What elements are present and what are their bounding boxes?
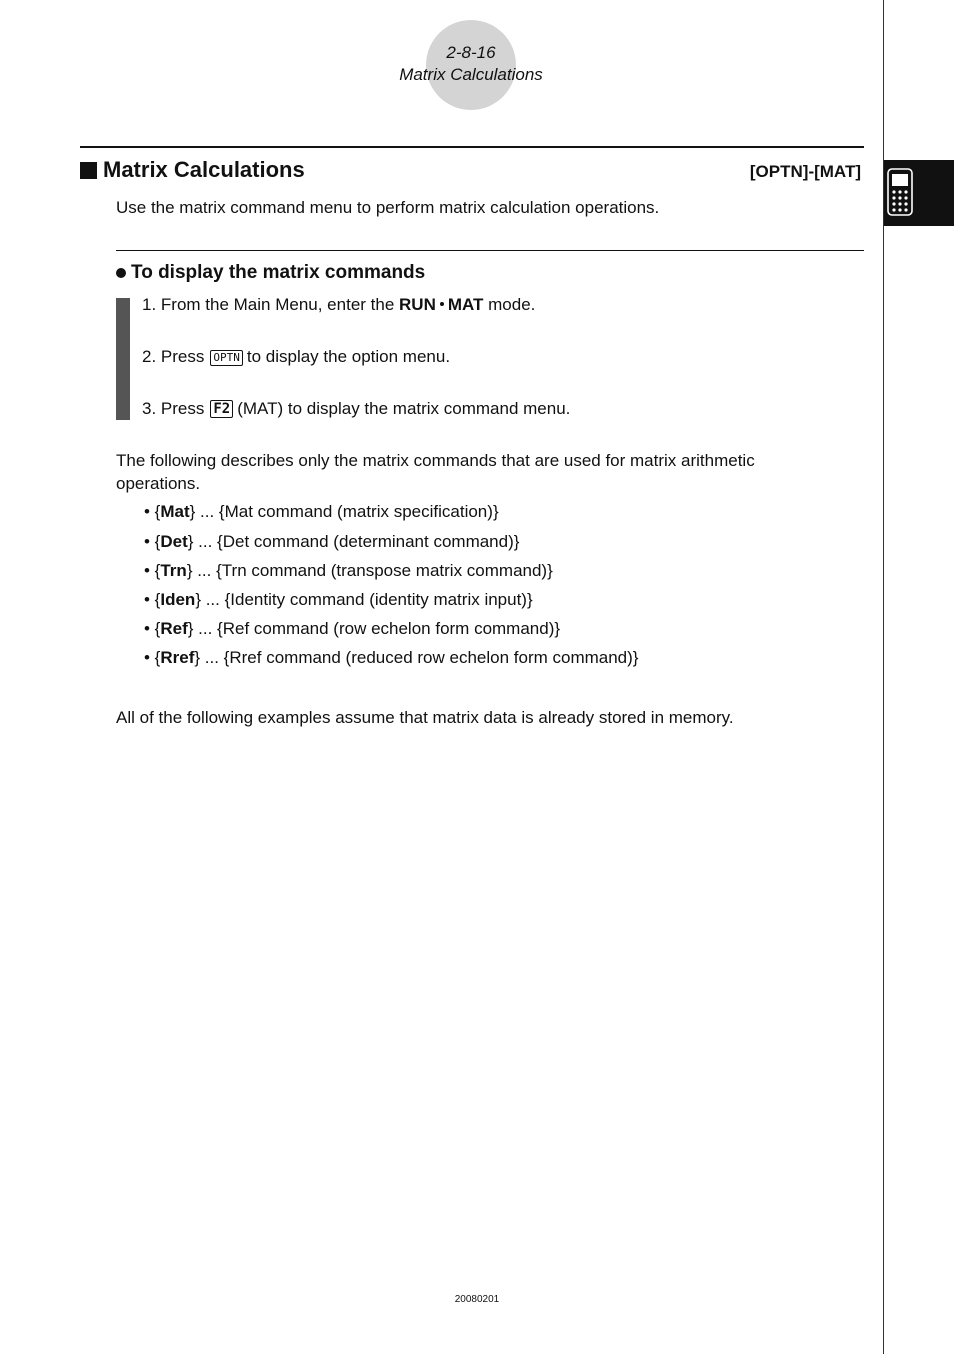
subsection-title-text: To display the matrix commands xyxy=(131,262,426,283)
command-description: Trn command (transpose matrix command) xyxy=(221,561,548,580)
dot-bullet-icon xyxy=(116,268,126,278)
steps-bar xyxy=(116,298,130,420)
menu-path xyxy=(750,162,861,182)
menu-key-mat: [MAT] xyxy=(814,162,861,181)
command-description: Rref command (reduced row echelon form command) xyxy=(229,648,633,667)
command-description: Ref command (row echelon form command) xyxy=(222,619,555,638)
menu-key-optn: [OPTN] xyxy=(749,162,809,181)
description-text: The following describes only the matrix commands that are used for matrix arithmetic operations. xyxy=(116,451,755,493)
command-name: Trn xyxy=(160,561,187,580)
section-title xyxy=(80,157,305,183)
command-item: • {Det} ... {Det command (determinant command)} xyxy=(144,532,520,551)
step-1-text: 1. From the Main Menu, enter the xyxy=(142,295,400,314)
step-2-end: to display the option menu. xyxy=(246,347,451,366)
calculator-icon xyxy=(887,168,913,216)
command-description: Det command (determinant command) xyxy=(222,532,514,551)
optn-key-icon: OPTN xyxy=(210,350,243,366)
command-description: Mat command (matrix specification) xyxy=(224,502,493,521)
step-3-end: (MAT) to display the matrix command menu. xyxy=(237,399,571,418)
mode-separator-dot xyxy=(440,302,444,306)
menu-separator: - xyxy=(808,162,815,181)
command-item: • {Iden} ... {Identity command (identity matrix input)} xyxy=(144,590,533,609)
command-name: Ref xyxy=(160,619,188,638)
command-item: • {Ref} ... {Ref command (row echelon form command)} xyxy=(144,619,561,638)
section-title-text: Matrix Calculations xyxy=(103,157,305,182)
step-1-end: mode. xyxy=(483,295,536,314)
command-name: Rref xyxy=(160,648,195,667)
command-item: • {Mat} ... {Mat command (matrix specification)} xyxy=(144,502,499,521)
note-text: All of the following examples assume that matrix data is already stored in memory. xyxy=(116,708,734,727)
page-number: 2-8-16 xyxy=(446,43,496,62)
step-1 xyxy=(142,293,535,316)
chapter-title: Matrix Calculations xyxy=(399,65,543,84)
mode-mat: MAT xyxy=(447,295,484,314)
command-item: • {Trn} ... {Trn command (transpose matrix command)} xyxy=(144,561,553,580)
command-name: Iden xyxy=(160,590,196,609)
command-name: Mat xyxy=(160,502,190,521)
step-3 xyxy=(142,397,570,420)
intro-text: Use the matrix command menu to perform matrix calculation operations. xyxy=(116,198,660,217)
step-2 xyxy=(142,345,450,368)
side-tab xyxy=(884,160,954,226)
step-3-text: 3. Press xyxy=(142,399,205,418)
step-2-text: 2. Press xyxy=(142,347,205,366)
section-top-rule xyxy=(80,146,864,148)
command-name: Det xyxy=(160,532,188,551)
subsection-rule xyxy=(116,250,864,251)
subsection-title xyxy=(116,262,425,284)
f2-key-icon: F2 xyxy=(210,400,233,418)
command-item: • {Rref} ... {Rref command (reduced row echelon form command)} xyxy=(144,648,639,667)
mode-run: RUN xyxy=(399,295,436,314)
footer-code: 20080201 xyxy=(454,1294,500,1305)
square-bullet-icon xyxy=(80,162,97,179)
command-description: Identity command (identity matrix input) xyxy=(230,590,527,609)
